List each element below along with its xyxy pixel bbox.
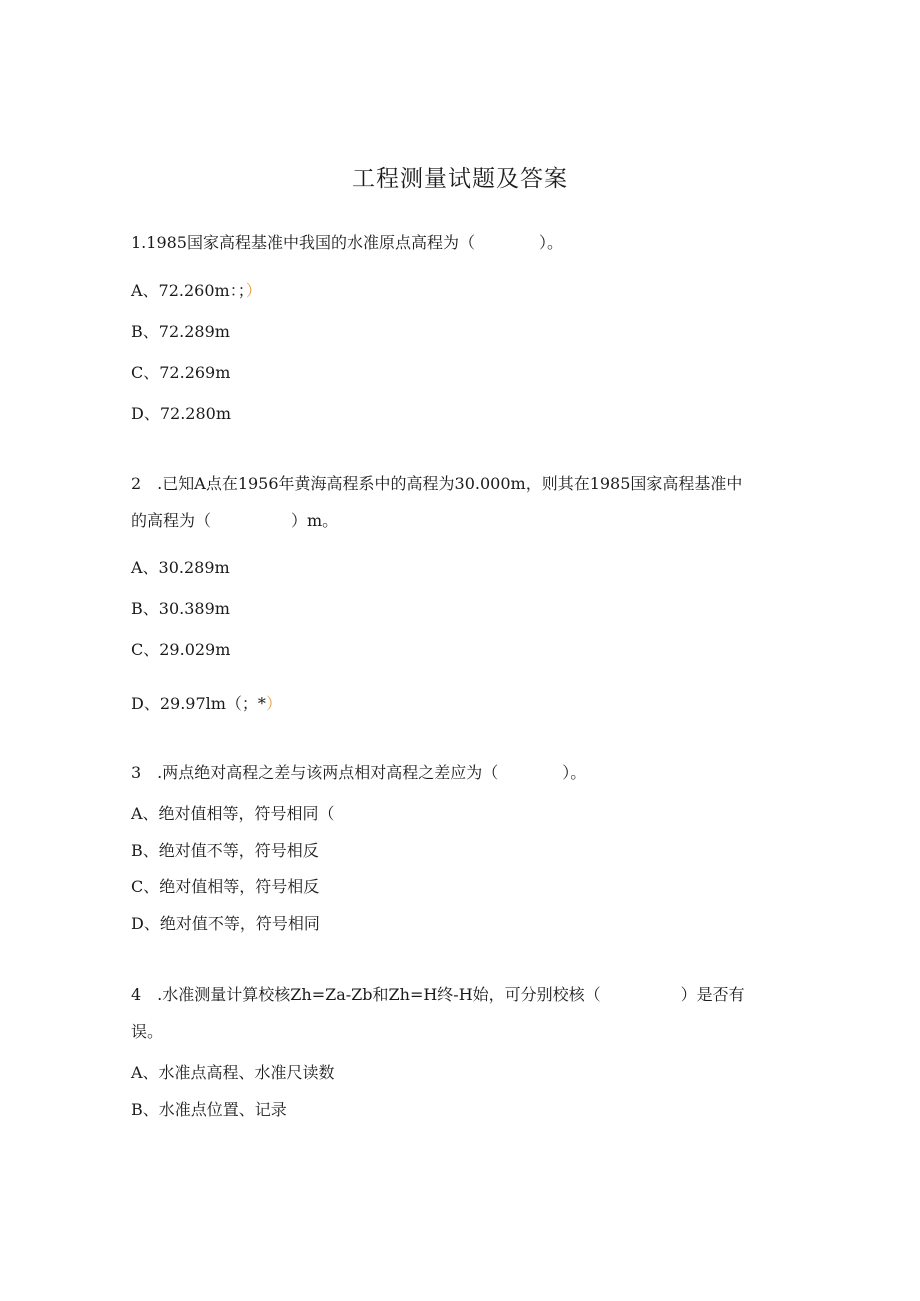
question-1-option-d bbox=[131, 403, 231, 425]
option-text: D、绝对值不等，符号相同 bbox=[131, 914, 320, 933]
option-text: D、72.280m bbox=[131, 404, 231, 423]
question-2-option-b bbox=[131, 598, 230, 620]
option-text: C、29.029m bbox=[131, 640, 231, 659]
question-4-stem-line-1: 4 .水准测量计算校核Zh=Za-Zb和Zh=H终-H始，可分别校核（ ）是否有 bbox=[131, 985, 745, 1004]
option-text: A、水准点高程、水准尺读数 bbox=[131, 1063, 335, 1082]
question-1-option-c bbox=[131, 362, 230, 384]
option-text: A、72.260m：； bbox=[131, 281, 246, 300]
question-3-option-d bbox=[131, 913, 320, 935]
question-1-option-b bbox=[131, 321, 230, 343]
option-mark: ） bbox=[265, 694, 282, 713]
question-2-option-d bbox=[131, 693, 282, 715]
question-2-option-a bbox=[131, 557, 230, 579]
option-text: C、72.269m bbox=[131, 363, 231, 382]
document-title: 工程测量试题及答案 bbox=[352, 166, 568, 192]
question-1-option-a bbox=[131, 280, 262, 302]
option-text: A、绝对值相等，符号相同（ bbox=[131, 804, 335, 823]
question-4-option-a bbox=[131, 1062, 335, 1084]
question-2-option-c bbox=[131, 639, 230, 661]
option-text: B、水准点位置、记录 bbox=[131, 1100, 287, 1119]
option-text: D、29.97lm（；* bbox=[131, 694, 266, 713]
question-4-stem-line-2: 误。 bbox=[131, 1022, 164, 1041]
question-2-stem-line-2: 的高程为（ ）m。 bbox=[131, 511, 339, 530]
question-3-option-b bbox=[131, 840, 319, 862]
question-3-option-c bbox=[131, 876, 319, 898]
question-4-option-b bbox=[131, 1099, 287, 1121]
option-mark: ） bbox=[245, 281, 262, 300]
question-3-option-a bbox=[131, 803, 335, 825]
option-text: B、30.389m bbox=[131, 599, 230, 618]
option-text: B、绝对值不等，符号相反 bbox=[131, 841, 319, 860]
option-text: A、30.289m bbox=[131, 558, 230, 577]
option-text: C、绝对值相等，符号相反 bbox=[131, 877, 320, 896]
question-1-stem-line-1: 1.1985国家高程基准中我国的水准原点高程为（ ）。 bbox=[131, 233, 563, 252]
question-3-stem-line-1: 3 .两点绝对高程之差与该两点相对高程之差应为（ ）。 bbox=[131, 763, 587, 782]
question-2-stem-line-1: 2 .已知A点在1956年黄海高程系中的高程为30.000m，则其在1985国家高程基准中 bbox=[131, 474, 743, 493]
option-text: B、72.289m bbox=[131, 322, 230, 341]
